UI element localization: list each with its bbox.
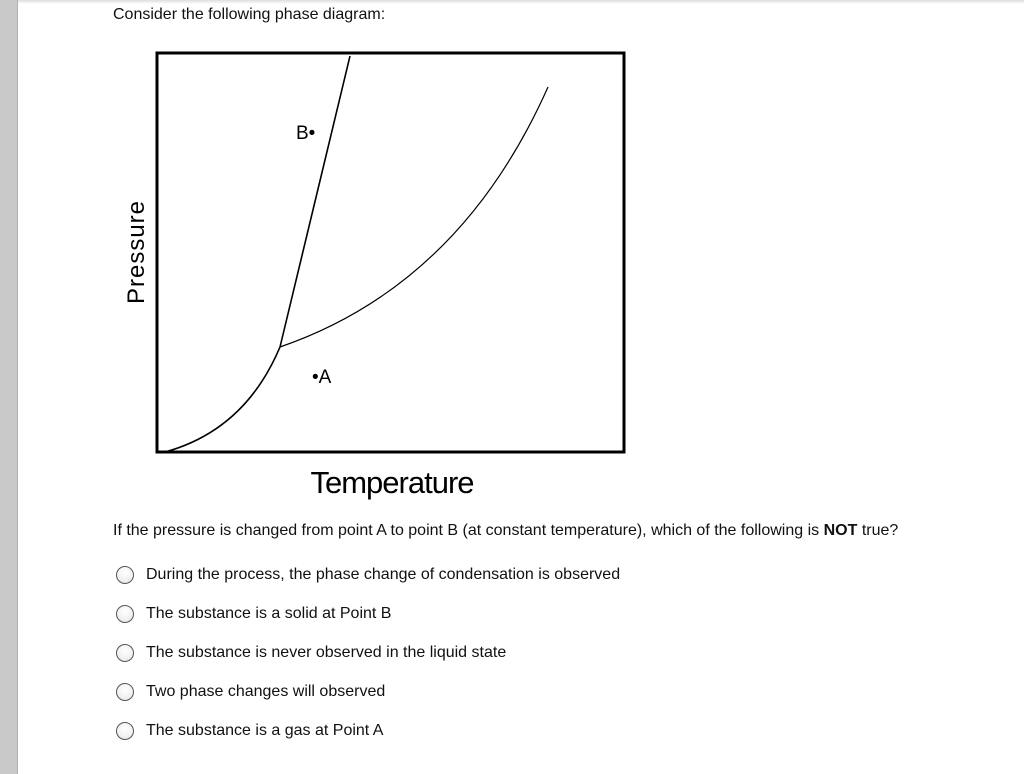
top-shadow xyxy=(18,0,1024,4)
left-panel-edge xyxy=(17,0,18,774)
answer-option[interactable] xyxy=(116,594,620,633)
question-prefix: If the pressure is changed from point A to point B (at constant temperature), which of the following is xyxy=(113,522,824,539)
x-axis-label: Temperature xyxy=(310,465,474,500)
option-label: The substance is a gas at Point A xyxy=(146,721,384,739)
question-intro: Consider the following phase diagram: xyxy=(113,6,386,23)
radio-button[interactable] xyxy=(116,644,134,662)
option-label: During the process, the phase change of condensation is observed xyxy=(146,565,621,583)
answer-option[interactable] xyxy=(116,711,620,750)
phase-diagram xyxy=(110,40,640,510)
left-scrollbar-panel xyxy=(0,0,17,774)
answer-options xyxy=(116,555,620,750)
point-b-label: B• xyxy=(296,123,316,144)
option-label: The substance is never observed in the liquid state xyxy=(146,643,507,661)
question-text xyxy=(113,521,898,541)
option-label: Two phase changes will observed xyxy=(146,682,386,700)
point-a-label: •A xyxy=(312,367,332,388)
y-axis-label: Pressure xyxy=(123,199,150,305)
diagram-frame xyxy=(157,53,624,452)
answer-option[interactable] xyxy=(116,633,620,672)
radio-button[interactable] xyxy=(116,566,134,584)
radio-button[interactable] xyxy=(116,683,134,701)
answer-option[interactable] xyxy=(116,555,620,594)
radio-button[interactable] xyxy=(116,605,134,623)
option-label: The substance is a solid at Point B xyxy=(146,604,392,622)
radio-button[interactable] xyxy=(116,722,134,740)
answer-option[interactable] xyxy=(116,672,620,711)
question-emphasis: NOT xyxy=(823,522,858,539)
question-suffix: true? xyxy=(857,522,899,539)
